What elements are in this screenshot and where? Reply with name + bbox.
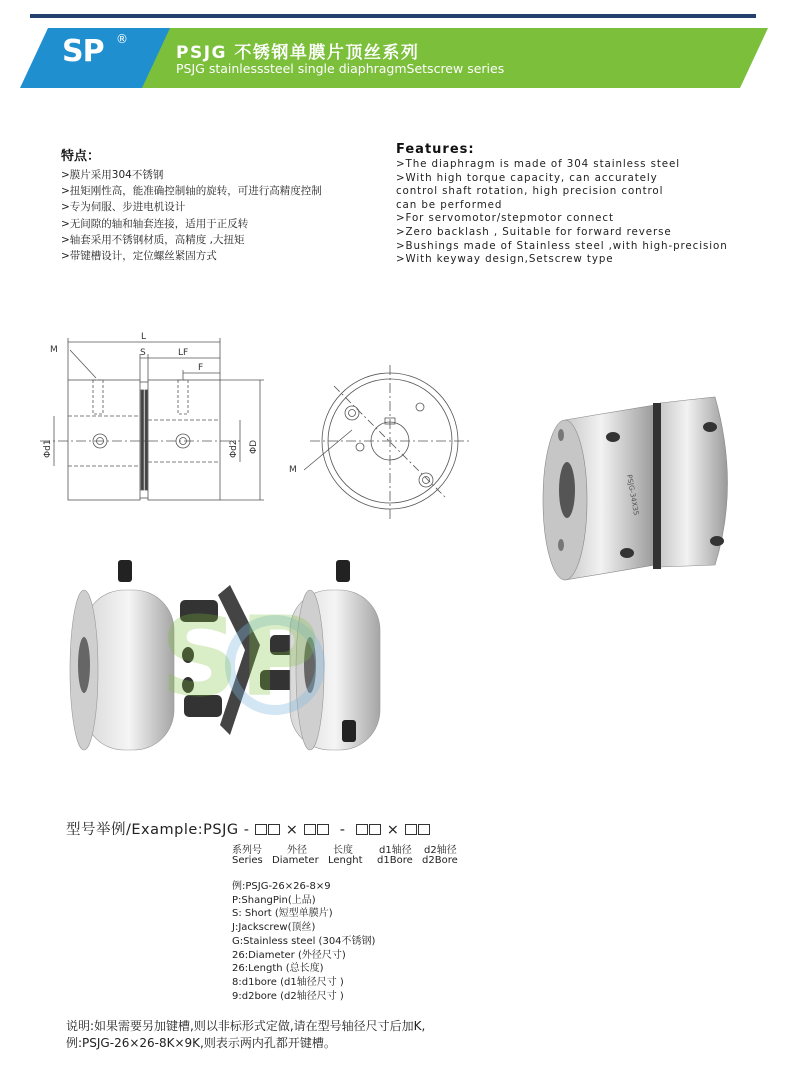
col-d1-cn: d1轴径 (379, 845, 412, 856)
dim-label-D: ΦD (249, 439, 259, 454)
placeholder-box (304, 824, 316, 835)
feature-en-item: can be performed (396, 198, 503, 211)
explanation-line: 8:d1bore (d1轴径尺寸 ) (232, 976, 344, 988)
diaphragm-plate (141, 390, 144, 490)
setscrew (118, 560, 132, 582)
col-length-en: Lenght (328, 855, 363, 866)
example-prefix: 型号举例/Example:PSJG - (66, 822, 250, 838)
explanation-line: P:ShangPin(上品) (232, 894, 316, 906)
placeholder-box (405, 824, 417, 835)
example-line (66, 818, 431, 839)
hub-right-outline (148, 380, 220, 500)
placeholder-box (356, 824, 368, 835)
placeholder-box (369, 824, 381, 835)
dim-label-LF: LF (178, 348, 189, 358)
note-line-2: 例:PSJG-26×26-8K×9K,则表示两内孔都开键槽。 (66, 1036, 336, 1050)
features-cn-heading: 特点： (61, 149, 101, 164)
exploded-view (60, 555, 400, 765)
feature-en-item: control shaft rotation, high precision control (396, 185, 664, 198)
dim-label-d2: Φd2 (229, 439, 239, 458)
bore-hole (559, 462, 575, 518)
hub-left-outline (68, 380, 140, 500)
diaphragm-plate (145, 390, 148, 490)
feature-cn-item: >无间隙的轴和轴套连接，适用于正反转 (61, 217, 249, 230)
feature-cn-item: >扭矩刚性高，能准确控制轴的旋转，可进行高精度控制 (61, 185, 322, 198)
feature-cn-item: >轴套采用不锈钢材质，高精度 ,大扭矩 (61, 233, 245, 246)
placeholder-box (268, 824, 280, 835)
col-series-cn: 系列号 (232, 845, 262, 856)
placeholder-box (418, 824, 430, 835)
example-times: × (386, 822, 400, 838)
feature-en-item: >With keyway design,Setscrew type (396, 253, 614, 266)
explanation-line: 例:PSJG-26×26-8×9 (232, 881, 331, 892)
col-series-en: Series (232, 855, 263, 866)
placeholder-box (317, 824, 329, 835)
logo: SP (62, 34, 104, 69)
page-title-en: PSJG stainlesssteel single diaphragmSetscrew series (176, 61, 505, 76)
col-diameter-en: Diameter (272, 855, 319, 866)
example-explanation (232, 880, 375, 1003)
explanation-line: J:Jackscrew(顶丝) (232, 922, 316, 934)
dim-label-F: F (198, 363, 204, 373)
dim-label-M: M (50, 345, 58, 355)
feature-cn-item: >专为伺服、步进电机设计 (61, 201, 186, 214)
col-d2-cn: d2轴径 (424, 845, 457, 856)
col-d2-en: d2Bore (422, 855, 458, 866)
explanation-line: 26:Length (总长度) (232, 963, 324, 975)
note-line-1: 说明:如果需要另加键槽,则以非标形式定做,请在型号轴径尺寸后加K, (66, 1019, 426, 1033)
note (66, 1018, 425, 1052)
explanation-line: G:Stainless steel (304不锈钢) (232, 935, 376, 947)
dim-label-S: S (140, 348, 146, 358)
features-en-heading: Features: (396, 142, 475, 157)
photo-engraving: PSJG-34X35 (625, 473, 641, 517)
feature-cn-item: >膜片采用304不锈钢 (61, 169, 164, 181)
feature-en-item: >With high torque capacity, can accurately (396, 171, 658, 184)
dim-label-M-front: M (289, 465, 297, 475)
example-dash: - (339, 822, 346, 838)
feature-en-item: >Bushings made of Stainless steel ,with high-precision (396, 239, 728, 252)
explanation-line: 26:Diameter (外径尺寸) (232, 949, 346, 961)
dim-label-L: L (141, 332, 147, 342)
features-cn (61, 145, 391, 264)
page-title-cn: PSJG 不锈钢单膜片顶丝系列 (176, 43, 420, 63)
col-d1-en: d1Bore (377, 855, 413, 866)
registered-mark: ® (116, 32, 128, 46)
col-length-cn: 长度 (333, 845, 353, 856)
feature-en-item: >For servomotor/stepmotor connect (396, 212, 614, 225)
explanation-line: 9:d2bore (d2轴径尺寸 ) (232, 990, 344, 1002)
features-en (396, 142, 776, 267)
watermark-logo: SP (160, 593, 320, 721)
feature-en-item: >Zero backlash , Suitable for forward reverse (396, 225, 672, 238)
setscrew (342, 720, 356, 742)
col-diameter-cn: 外径 (287, 845, 307, 856)
setscrew (336, 560, 350, 582)
explanation-line: S: Short (短型单膜片) (232, 908, 333, 920)
feature-en-item: >The diaphragm is made of 304 stainless steel (396, 158, 681, 170)
feature-cn-item: >带键槽设计，定位螺丝紧固方式 (61, 250, 217, 263)
placeholder-box (255, 824, 267, 835)
product-photo (535, 395, 745, 595)
example-times: × (285, 822, 299, 838)
diaphragm-gap (653, 403, 661, 569)
technical-drawing (0, 320, 480, 540)
dim-label-d1: Φd1 (43, 439, 53, 458)
